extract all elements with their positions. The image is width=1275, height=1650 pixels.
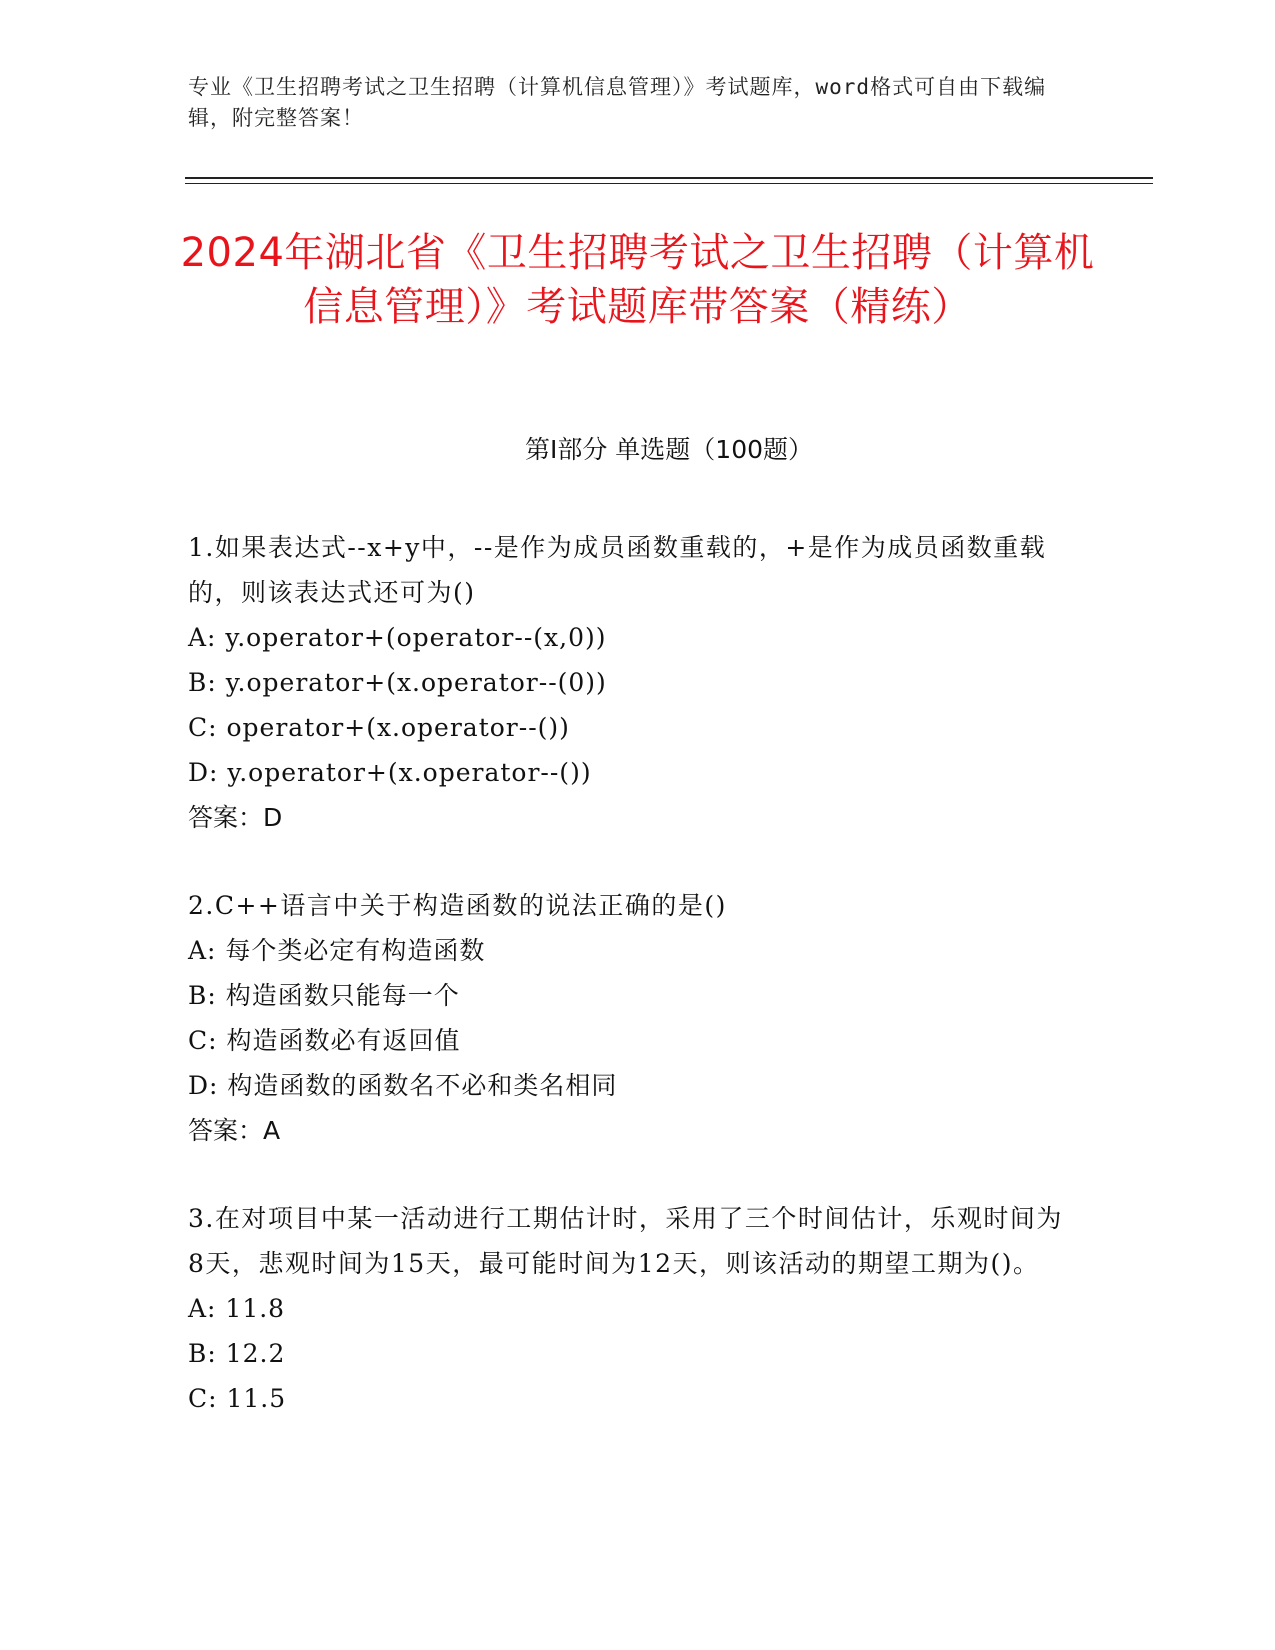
- question-3: [188, 1196, 1068, 1421]
- question-stem: 2.C++语言中关于构造函数的说法正确的是(): [188, 891, 727, 920]
- answer: 答案：D: [188, 803, 283, 832]
- option-a: A: y.operator+(operator--(x,0)): [188, 623, 607, 652]
- header-rule-thick: [185, 177, 1153, 179]
- option-b: B: y.operator+(x.operator--(0)): [188, 668, 607, 697]
- option-b: B: 12.2: [188, 1339, 286, 1368]
- header-rule-thin: [185, 183, 1153, 184]
- option-c: C: 构造函数必有返回值: [188, 1026, 461, 1055]
- option-a: A: 11.8: [188, 1294, 286, 1323]
- document-title: 2024年湖北省《卫生招聘考试之卫生招聘（计算机信息管理）》考试题库带答案（精练）: [180, 230, 1095, 330]
- header-note: 专业《卫生招聘考试之卫生招聘（计算机信息管理）》考试题库，word格式可自由下载编辑，附完整答案！: [188, 75, 1047, 130]
- section-title: 第I部分 单选题（100题）: [524, 435, 814, 464]
- option-c: C: 11.5: [188, 1384, 287, 1413]
- question-1: [188, 525, 1068, 840]
- option-d: D: 构造函数的函数名不必和类名相同: [188, 1071, 618, 1100]
- option-b: B: 构造函数只能每一个: [188, 981, 460, 1010]
- question-stem: 3.在对项目中某一活动进行工期估计时，采用了三个时间估计，乐观时间为8天，悲观时间为15天，最可能时间为12天，则该活动的期望工期为()。: [188, 1204, 1063, 1278]
- option-d: D: y.operator+(x.operator--()): [188, 758, 592, 787]
- question-list: [188, 525, 1068, 1464]
- question-stem: 1.如果表达式--x+y中，--是作为成员函数重载的，+是作为成员函数重载的，则该表达式还可为(): [188, 533, 1047, 607]
- answer: 答案：A: [188, 1116, 281, 1145]
- option-a: A: 每个类必定有构造函数: [188, 936, 486, 965]
- question-2: [188, 883, 1068, 1153]
- option-c: C: operator+(x.operator--()): [188, 713, 570, 742]
